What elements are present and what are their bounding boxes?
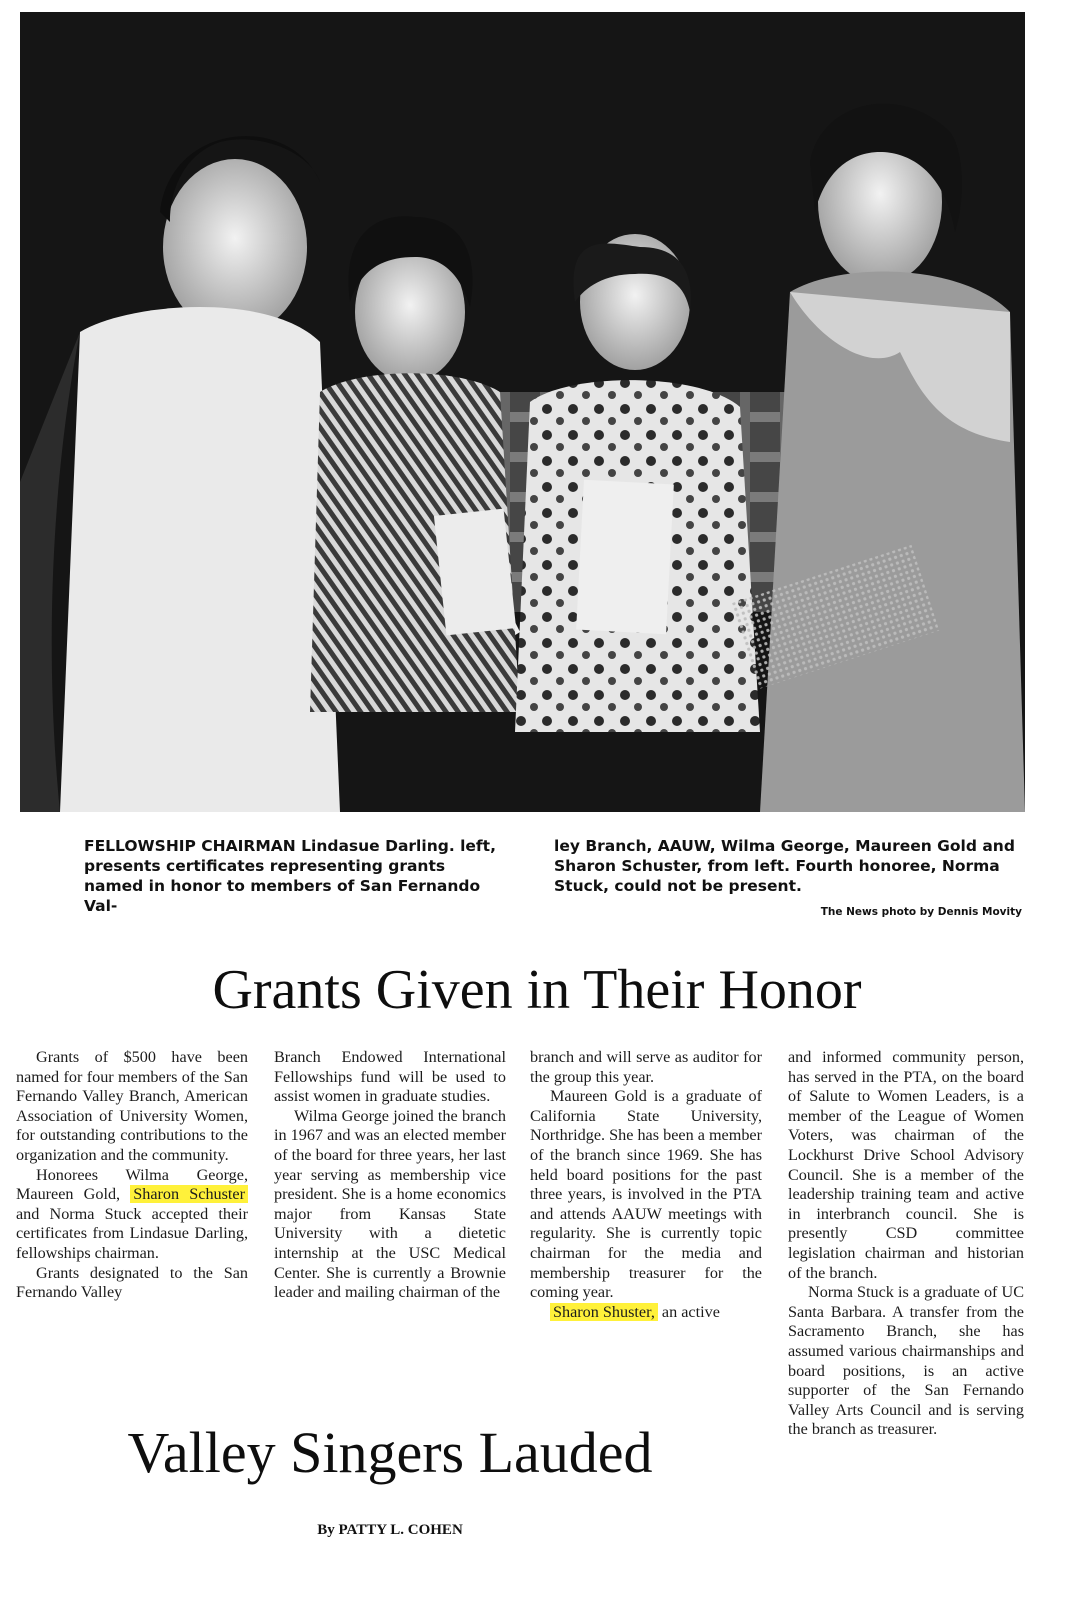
paragraph: and informed community person, has served in the PTA, on the board of Salute to Women Leaders, is a member of the League of Women Voters, was chairman of the Lockhurst Drive School Advisory Council. She is a member of the leadership training team and active in interbranch council. She is presently CSD committee legislation chairman and historian of the branch.	[788, 1048, 1024, 1282]
text-span: and Norma Stuck accepted their certificates from Lindasue Darling, fellowships chairman.	[16, 1204, 248, 1262]
paragraph	[530, 1303, 762, 1323]
text-span: an active	[661, 1302, 720, 1321]
photo-illustration	[20, 12, 1025, 812]
paragraph: Maureen Gold is a graduate of California State University, Northridge. She has been a member of the branch since 1969. She has held board positions for the past three years, is involved in the PTA and attends AAUW meetings with regularity. She is currently topic chairman for the media and membership treasurer for the coming year.	[530, 1087, 762, 1302]
article-column-1	[16, 1048, 248, 1303]
paragraph: Branch Endowed International Fellowships fund will be used to assist women in graduate studies.	[274, 1048, 506, 1106]
paragraph: Norma Stuck is a graduate of UC Santa Barbara. A transfer from the Sacramento Branch, she has assumed various chairmanships and board positions, is an active supporter of the San Fernando Valley Arts Council and is serving the branch as treasurer.	[788, 1283, 1024, 1439]
paragraph: Wilma George joined the branch in 1967 and was an elected member of the board for three years, her last year serving as membership vice president. She is a home economics major from Kansas State University with a dietetic internship at the USC Medical Center. She is currently a Brownie leader and mailing chairman of the	[274, 1106, 506, 1302]
text-span: Honorees Wilma George, Maureen Gold,	[16, 1165, 248, 1204]
paragraph: Grants of $500 have been named for four members of the San Fernando Valley Branch, American Association of University Women, for outstanding contributions to the organization and the community.	[16, 1048, 248, 1164]
byline: By PATTY L. COHEN	[317, 1522, 463, 1538]
paragraph: branch and will serve as auditor for the group this year.	[530, 1048, 762, 1086]
article-headline: Grants Given in Their Honor	[212, 959, 862, 1021]
news-photo	[20, 12, 1025, 812]
article-column-3	[530, 1048, 762, 1322]
article-column-4	[788, 1048, 1024, 1440]
paragraph: Grants designated to the San Fernando Valley	[16, 1263, 248, 1302]
article-column-2	[274, 1048, 506, 1303]
photo-credit: The News photo by Dennis Movity	[820, 906, 1022, 918]
photo-caption-right: ley Branch, AAUW, Wilma George, Maureen Gold and Sharon Schuster, from left. Fourth honoree, Norma Stuck, could not be present.	[554, 837, 1015, 895]
highlighted-name: Sharon Shuster,	[550, 1303, 658, 1321]
photo-caption-left: FELLOWSHIP CHAIRMAN Lindasue Darling. left, presents certificates representing grants named in honor to members of San Fernando Val-	[84, 837, 496, 915]
highlighted-name: Sharon Schuster	[130, 1185, 248, 1203]
second-headline: Valley Singers Lauded	[127, 1420, 653, 1485]
paragraph	[16, 1166, 248, 1264]
